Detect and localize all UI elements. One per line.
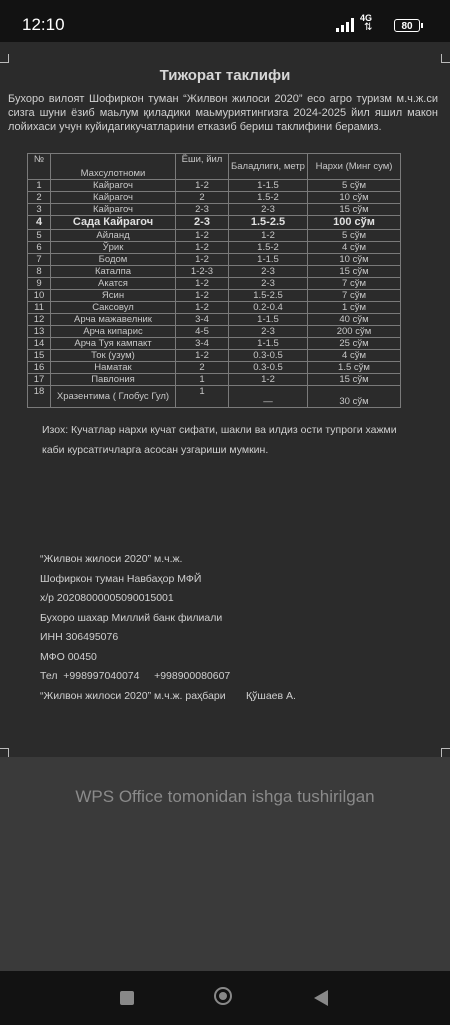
row-number: 7 [28, 254, 51, 266]
height: 1-2 [229, 230, 308, 242]
age: 2-3 [176, 204, 229, 216]
table-row [28, 338, 401, 350]
page-corner-mark [0, 748, 9, 757]
row-number: 16 [28, 362, 51, 374]
height: — [229, 386, 308, 408]
col-price: Нархи (Минг сум) [308, 154, 401, 180]
price: 15 сўм [308, 266, 401, 278]
product-name: Бодом [51, 254, 176, 266]
age: 1-2 [176, 290, 229, 302]
signal-icon [336, 18, 356, 32]
col-height: Баладлиги, метр [229, 154, 308, 180]
price: 5 сўм [308, 230, 401, 242]
page-corner-mark [441, 748, 450, 757]
age: 3-4 [176, 338, 229, 350]
age: 1 [176, 386, 229, 408]
height: 1.5-2 [229, 192, 308, 204]
product-name: Кайрагоч [51, 192, 176, 204]
document-page[interactable] [0, 42, 450, 757]
table-header-row [28, 154, 401, 180]
col-product: Махсулотноми [51, 154, 176, 180]
price: 1 сўм [308, 302, 401, 314]
height: 1.5-2.5 [229, 290, 308, 302]
height: 2-3 [229, 204, 308, 216]
height: 1-2 [229, 374, 308, 386]
row-number: 14 [28, 338, 51, 350]
product-name: Арча мажавелник [51, 314, 176, 326]
price-table [27, 153, 401, 408]
product-name: Ясин [51, 290, 176, 302]
height: 0.3-0.5 [229, 350, 308, 362]
price: 15 сўм [308, 204, 401, 216]
wps-banner[interactable] [0, 757, 450, 971]
height: 1-1.5 [229, 180, 308, 192]
row-number: 8 [28, 266, 51, 278]
home-icon[interactable] [214, 987, 232, 1005]
table-row [28, 266, 401, 278]
price: 15 сўм [308, 374, 401, 386]
table-row [28, 242, 401, 254]
product-name: Кайрагоч [51, 180, 176, 192]
price: 5 сўм [308, 180, 401, 192]
height: 1-1.5 [229, 254, 308, 266]
requisite-line: МФО 00450 [40, 650, 97, 663]
row-number: 9 [28, 278, 51, 290]
height: 0.3-0.5 [229, 362, 308, 374]
age: 2-3 [176, 216, 229, 230]
row-number: 6 [28, 242, 51, 254]
requisite-line: Шофиркон туман Навбаҳор МФЙ [40, 572, 202, 585]
price: 25 сўм [308, 338, 401, 350]
requisite-line: ИНН 306495076 [40, 631, 119, 643]
table-row [28, 204, 401, 216]
height: 2-3 [229, 266, 308, 278]
price: 4 сўм [308, 242, 401, 254]
age: 1 [176, 374, 229, 386]
requisite-line: “Жилвон жилоси 2020” м.ч.ж. раҳбари Қўшаев А. [40, 689, 296, 702]
note [42, 420, 412, 460]
product-name: Акатся [51, 278, 176, 290]
company-requisites [40, 550, 296, 706]
network-type: 4G [360, 13, 373, 23]
row-number: 3 [28, 204, 51, 216]
age: 1-2 [176, 278, 229, 290]
product-name: Ўрик [51, 242, 176, 254]
status-bar [0, 0, 450, 42]
product-name: Сада Кайрагоч [51, 216, 176, 230]
table-row [28, 216, 401, 230]
table-row [28, 180, 401, 192]
height: 1-1.5 [229, 338, 308, 350]
height: 0.2-0.4 [229, 302, 308, 314]
requisite-line: х/р 20208000005090015001 [40, 592, 174, 604]
height: 1-1.5 [229, 314, 308, 326]
product-name: Айланд [51, 230, 176, 242]
row-number: 4 [28, 216, 51, 230]
age: 1-2-3 [176, 266, 229, 278]
row-number: 2 [28, 192, 51, 204]
data-arrows-icon: ⇅ [364, 22, 373, 33]
age: 1-2 [176, 254, 229, 266]
table-row [28, 326, 401, 338]
page-corner-mark [441, 54, 450, 63]
product-name: Наматак [51, 362, 176, 374]
price: 4 сўм [308, 350, 401, 362]
product-name: Павлония [51, 374, 176, 386]
table-row [28, 230, 401, 242]
price: 1.5 сўм [308, 362, 401, 374]
battery-level: 80 [401, 21, 413, 32]
table-row [28, 278, 401, 290]
col-number: № [28, 154, 51, 180]
row-number: 18 [28, 386, 51, 408]
col-age: Ёши, йил [176, 154, 229, 180]
battery-icon [394, 19, 420, 32]
row-number: 17 [28, 374, 51, 386]
row-number: 5 [28, 230, 51, 242]
intro-paragraph: Бухоро вилоят Шофиркон туман “Жилвон жилоси 2020” есо агро туризм м.ч.ж.си сизга шуни ёзиб маьлум қиладики маьмуриятингизга 2024-2025 йил яшил макон лойихаси учун куйидагикучатларини етказиб бериш таклифини берамиз. [8, 93, 438, 133]
age: 1-2 [176, 302, 229, 314]
age: 4-5 [176, 326, 229, 338]
clock: 12:10 [22, 15, 65, 34]
height: 1.5-2 [229, 242, 308, 254]
table-row [28, 290, 401, 302]
requisite-line: Бухоро шахар Миллий банк филиали [40, 611, 223, 624]
price: 7 сўм [308, 278, 401, 290]
price: 200 сўм [308, 326, 401, 338]
price: 40 сўм [308, 314, 401, 326]
age: 1-2 [176, 242, 229, 254]
requisite-line: “Жилвон жилоси 2020” м.ч.ж. [40, 553, 183, 565]
price: 30 сўм [308, 386, 401, 408]
recents-icon[interactable] [120, 991, 134, 1005]
table-row [28, 302, 401, 314]
table-row [28, 374, 401, 386]
height: 1.5-2.5 [229, 216, 308, 230]
table-row [28, 314, 401, 326]
row-number: 12 [28, 314, 51, 326]
age: 2 [176, 362, 229, 374]
table-row [28, 192, 401, 204]
document-title: Тижорат таклифи [159, 67, 291, 84]
wps-banner-text: WPS Office tomonidan ishga tushirilgan [75, 787, 375, 806]
note-line: Изох: Кучатлар нархи кучат сифати, шакли ва илдиз ости тупроги хажми [42, 424, 397, 436]
row-number: 11 [28, 302, 51, 314]
price: 10 сўм [308, 254, 401, 266]
row-number: 15 [28, 350, 51, 362]
product-name: Каталпа [51, 266, 176, 278]
product-name: Хрaзентима ( Глобус Гул) [51, 386, 176, 408]
height: 2-3 [229, 326, 308, 338]
age: 1-2 [176, 230, 229, 242]
height: 2-3 [229, 278, 308, 290]
row-number: 10 [28, 290, 51, 302]
product-name: Арча кипарис [51, 326, 176, 338]
table-row [28, 254, 401, 266]
price: 10 сўм [308, 192, 401, 204]
age: 1-2 [176, 350, 229, 362]
table-row [28, 350, 401, 362]
back-icon[interactable] [314, 990, 328, 1006]
product-name: Саксовул [51, 302, 176, 314]
page-corner-mark [0, 54, 9, 63]
table-row [28, 386, 401, 408]
age: 1-2 [176, 180, 229, 192]
age: 3-4 [176, 314, 229, 326]
price: 100 сўм [308, 216, 401, 230]
price: 7 сўм [308, 290, 401, 302]
navigation-bar [0, 971, 450, 1025]
table-row [28, 362, 401, 374]
product-name: Кайрагоч [51, 204, 176, 216]
product-name: Ток (узум) [51, 350, 176, 362]
note-line: каби курсатгичларга асосан узгариши мумкин. [42, 444, 269, 456]
requisite-line: Тел +998997040074 +998900080607 [40, 670, 231, 682]
product-name: Арча Туя кампакт [51, 338, 176, 350]
row-number: 13 [28, 326, 51, 338]
age: 2 [176, 192, 229, 204]
row-number: 1 [28, 180, 51, 192]
